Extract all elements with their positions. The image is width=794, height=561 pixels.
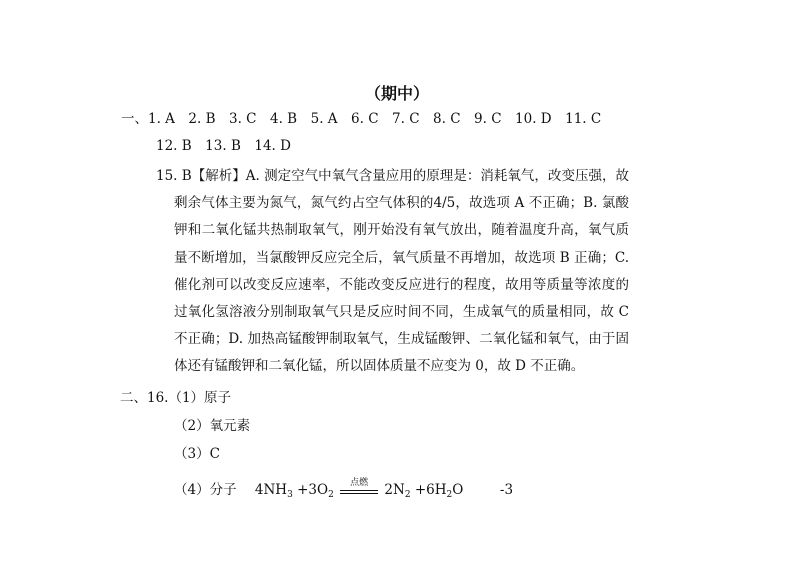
valence-value: -3 — [499, 482, 514, 498]
answers-line-1: 一、1. A 2. B 3. C 4. B 5. A 6. C 7. C 8. C 9. C 10. D 11. C — [121, 111, 602, 127]
answers-line-2: 12. B 13. B 14. D — [156, 138, 291, 154]
reaction-condition: 点燃 — [350, 477, 369, 488]
eq-sub: 3 — [287, 490, 293, 500]
page-title: （期中） — [364, 84, 429, 103]
eq-sub: 2 — [446, 490, 453, 500]
question-16-part-3: （3）C — [174, 446, 220, 462]
eq-term-h: +6H — [410, 482, 447, 498]
reaction-equals-sign — [340, 477, 378, 501]
eq-term-n: 2N — [384, 482, 405, 498]
eq-term-nh: 4NH — [254, 482, 288, 498]
eq-term-o: +3O — [292, 482, 329, 498]
eq-sub: 2 — [404, 490, 411, 500]
question-16-part-1: 二、16.（1）原子 — [120, 390, 232, 406]
eq-sub: 2 — [328, 490, 334, 500]
question-15-explanation — [156, 163, 629, 381]
part-4-label: （4）分子 — [174, 482, 237, 498]
eq-term-o2: O — [452, 482, 464, 498]
chemical-equation — [254, 477, 464, 505]
question-15-body: A. 测定空气中氧气含量应用的原理是：消耗氧气，改变压强，故剩余气体主要为氮气，氮气约占空气体积的4/5，故选项 A 不正确；B. 氯酸钾和二氧化锰共热制取氧气，刚开始没有氧气放出，随着温度升高，氧气质量不断增加，当氯酸钾反应完全后，氧气质量不再增加，故选项 B 正确；C. 催化剂可以改变反应速率，不能改变反应进行的程度，故用等质量等浓度的过氧化氢溶液分别制取氧气只是反应时间不同，生成氧气的质量相同，故 C 不正确；D. 加热高锰酸钾制取氧气，生成锰酸钾、二氧化锰和氧气，由于固体还有锰酸钾和二氧化锰，所以固体质量不应变为 0，故 D 不正确。 — [174, 168, 629, 375]
question-16-part-2: （2）氧元素 — [174, 418, 251, 434]
question-15-head: 15. B【解析】 — [156, 168, 246, 184]
question-16-part-4 — [174, 477, 514, 505]
